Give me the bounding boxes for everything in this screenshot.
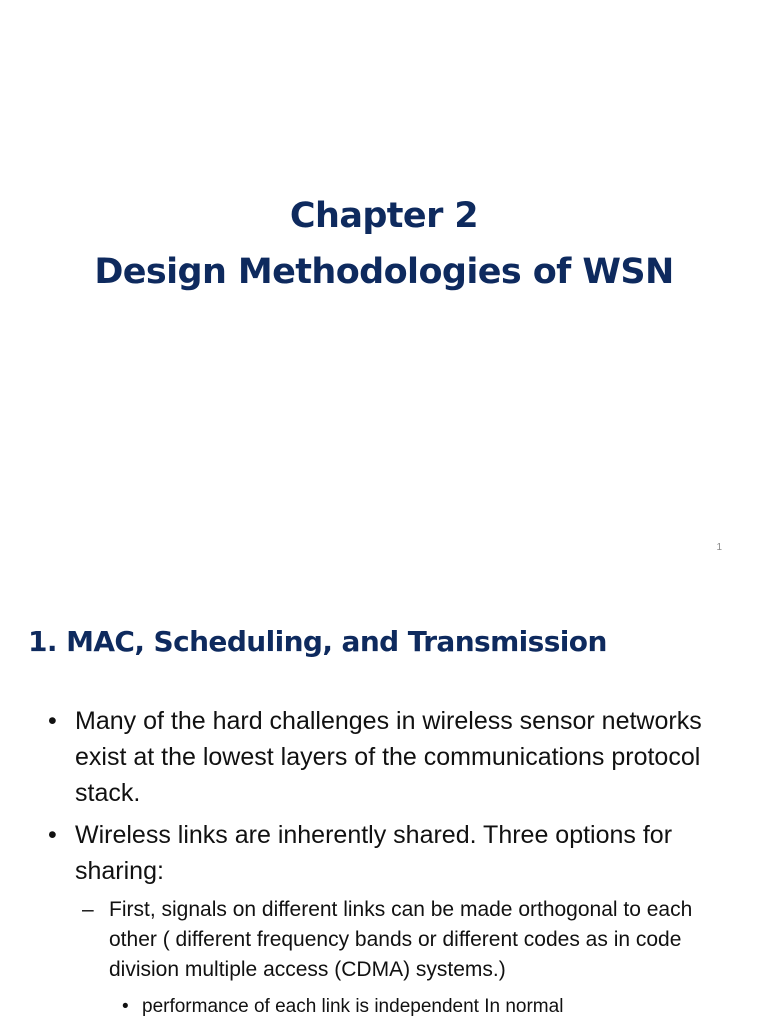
bullet-item (48, 703, 728, 811)
bullet-text: Wireless links are inherently shared. Three options for sharing: (75, 821, 673, 885)
content-slide (0, 576, 768, 1024)
sub-bullet-text: First, signals on different links can be made orthogonal to each other ( different frequency bands or different codes as in code division multiple access (CDMA) systems.) (109, 898, 693, 981)
sub-bullet-item (82, 895, 722, 985)
sub-sub-bullet-text: performance of each link is independent In normal (142, 996, 564, 1017)
bullet-text: Many of the hard challenges in wireless sensor networks exist at the lowest layers of the communications protocol stack. (75, 707, 702, 807)
bullet-marker: • (122, 996, 129, 1017)
section-heading: 1. MAC, Scheduling, and Transmission (28, 625, 607, 658)
bullet-marker: • (48, 821, 57, 849)
bullet-item (48, 817, 728, 889)
dash-marker: – (82, 898, 94, 921)
chapter-title: Chapter 2 (289, 196, 479, 236)
sub-sub-bullet-item (122, 994, 742, 1020)
bullet-marker: • (48, 707, 57, 735)
slide-title (0, 188, 768, 300)
chapter-subtitle: Design Methodologies of WSN (94, 252, 674, 292)
page-number: 1 (716, 542, 722, 553)
